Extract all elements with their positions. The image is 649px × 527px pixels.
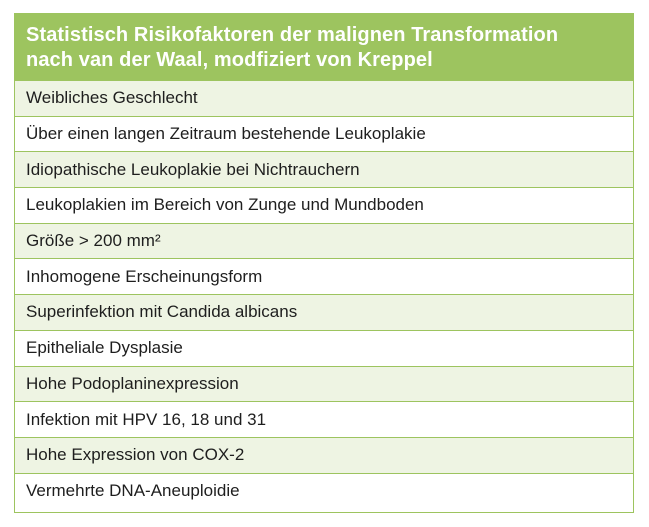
table-row: Leukoplakien im Bereich von Zunge und Mundboden	[15, 188, 633, 224]
table-row: Weibliches Geschlecht	[15, 81, 633, 117]
table-row: Inhomogene Erscheinungsform	[15, 259, 633, 295]
table-row: Idiopathische Leukoplakie bei Nichtrauchern	[15, 152, 633, 188]
table-row: Vermehrte DNA-Aneuploidie	[15, 474, 633, 510]
table-title-line-1: Statistisch Risikofaktoren der malignen Transformation	[26, 24, 559, 46]
table-row: Größe > 200 mm²	[15, 224, 633, 260]
table-row: Über einen langen Zeitraum bestehende Leukoplakie	[15, 117, 633, 153]
risk-factor-table	[14, 13, 634, 513]
table-header	[15, 14, 633, 81]
table-title-line-2: nach van der Waal, modfiziert von Kreppel	[26, 49, 433, 71]
table-row: Hohe Expression von COX-2	[15, 438, 633, 474]
table-row: Infektion mit HPV 16, 18 und 31	[15, 402, 633, 438]
table-row: Superinfektion mit Candida albicans	[15, 295, 633, 331]
table-body	[15, 81, 633, 512]
table-row: Hohe Podoplaninexpression	[15, 367, 633, 403]
table-row: Epitheliale Dysplasie	[15, 331, 633, 367]
